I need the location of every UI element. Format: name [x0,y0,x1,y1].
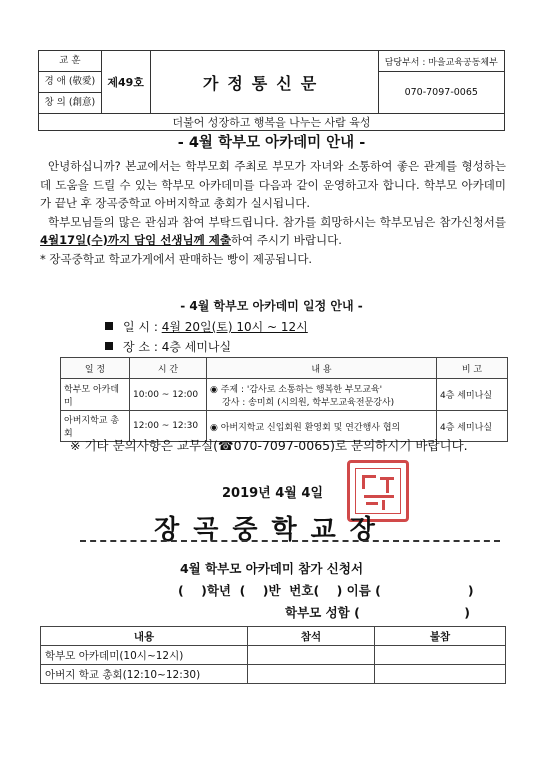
cell-time: 10:00 ~ 12:00 [130,379,207,411]
notice-body [40,157,506,268]
col-header-attend: 참석 [248,627,375,646]
deadline-emphasis: 4월17일(수)까지 담임 선생님께 제출 [40,233,231,247]
principal-signature: 장곡중학교장 [154,515,389,545]
paragraph-request [40,213,506,250]
request-text-end: 하여 주시기 바랍니다. [230,233,342,247]
col-header-event: 일 정 [61,358,130,379]
schedule-where [105,338,231,355]
cell-time: 12:00 ~ 12:30 [130,411,207,442]
when-label: 일 시 : [123,320,158,334]
notice-title: - 4월 학부모 아카데미 안내 - [177,135,366,151]
cell-content [207,379,437,411]
school-slogan: 더불어 성장하고 행복을 나누는 사람 육성 [39,114,505,131]
cell-event: 학부모 아카데미 [61,379,130,411]
col-header-content: 내 용 [207,358,437,379]
attendance-table [40,626,506,684]
paragraph-bread-note: * 장곡중학교 학교가게에서 판매하는 빵이 제공됩니다. [40,251,313,266]
absent-checkbox[interactable] [375,646,506,665]
cell-content: ◉ 아버지학교 신입회원 환영회 및 연간행사 협의 [207,411,437,442]
table-row [41,665,506,684]
form-title: 4월 학부모 아카데미 참가 신청서 [179,561,364,576]
content-topic: ◉ 주제 : '감사로 소통하는 행복한 부모교육' [210,384,383,395]
paper-title: 가정통신문 [150,51,378,114]
col-header-content: 내용 [41,627,248,646]
where-value: 4층 세미나실 [161,340,232,354]
request-text: 학부모님들의 많은 관심과 참여 부탁드립니다. 참가를 희망하시는 학부모님은 참가신청서를 [48,214,506,229]
col-header-time: 시 간 [130,358,207,379]
motto-1: 경 애 (敬愛) [39,72,102,93]
square-bullet-icon [105,342,113,350]
slogan-bar [38,113,505,131]
parent-name-line: 학부모 성함 ( ) [285,605,470,620]
schedule-when [105,318,308,335]
motto-label: 교 훈 [39,51,102,72]
student-info-line: ( )학년 ( )반 번호( ) 이름 ( ) [178,583,474,598]
cell-event: 아버지학교 총회 [61,411,130,442]
attend-checkbox[interactable] [248,665,375,684]
attend-checkbox[interactable] [248,646,375,665]
table-row [41,646,506,665]
schedule-table [60,357,508,442]
table-row [61,379,508,411]
motto-2: 창 의 (創意) [39,93,102,114]
department: 담당부서 : 마을교육공동체부 [378,51,505,72]
square-bullet-icon [105,322,113,330]
row-label: 학부모 아카데미(10시~12시) [41,646,248,665]
phone-number: 070-7097-0065 [378,72,505,114]
col-header-absent: 불참 [375,627,506,646]
contact-note: ※ 기타 문의사항은 교무실(☎070-7097-0065)로 문의하시기 바랍니다. [70,438,468,453]
content-lecturer: 강사 : 송미희 (시의원, 학부모교육전문강사) [222,397,395,408]
row-label: 아버지 학교 총회(12:10~12:30) [41,665,248,684]
cell-note: 4층 세미나실 [437,411,508,442]
issue-date: 2019년 4월 4일 [222,486,323,501]
cell-note: 4층 세미나실 [437,379,508,411]
when-value: 4월 20일(토) 10시 ~ 12시 [161,320,308,334]
cut-line [80,540,500,542]
paragraph-greeting: 안녕하십니까? 본교에서는 학부모회 주최로 부모가 자녀와 소통하여 좋은 관계를 형성하는데 도움을 드릴 수 있는 학부모 아카데미를 다음과 같이 운영하고자 합니다. 학부모 아카데미가 끝난 후 장곡중학교 아버지학교 총회가 실시됩니다. [40,159,506,210]
newsletter-header [38,50,505,114]
where-label: 장 소 : [123,340,158,354]
col-header-note: 비 고 [437,358,508,379]
schedule-title: - 4월 학부모 아카데미 일정 안내 - [180,299,363,313]
absent-checkbox[interactable] [375,665,506,684]
issue-number: 제49호 [101,51,150,114]
